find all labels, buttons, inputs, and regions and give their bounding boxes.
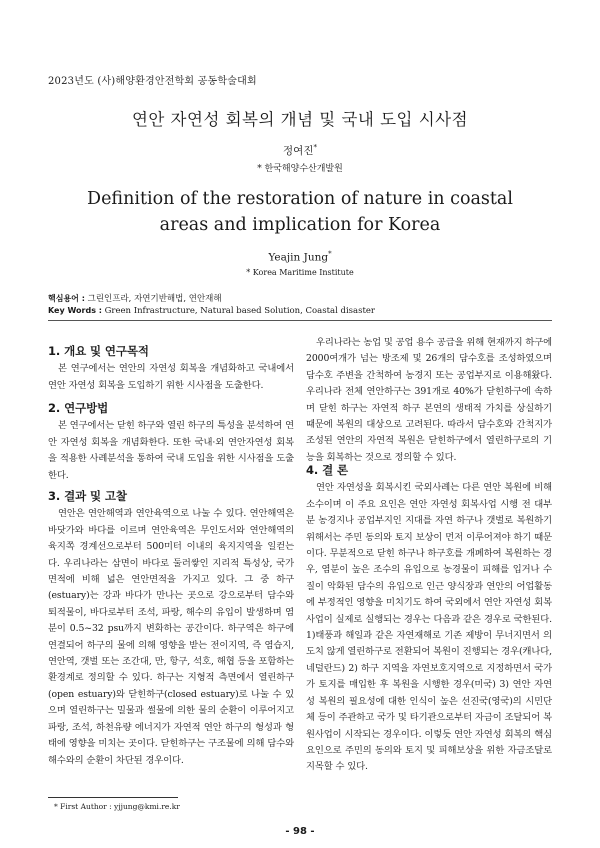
section-2 — [48, 400, 294, 484]
paper-title-english: Definition of the restoration of nature in coastal areas and implication for Korea — [87, 189, 513, 235]
affiliation-english: * Korea Maritime Institute — [246, 268, 354, 277]
section-4-paragraph: 연안 자연성을 회복시킨 국외사례는 다른 연안 복원에 비해 소수이며 이 주요 요인은 연안 자연성 회복사업 시행 전 대부분 농경지나 공업부지인 지대를 자연 하구나 갯벌로 복원하기 위해서는 주민 동의와 토지 보상이 먼저 이루어져야 하기 때문이다. 무분적으로 닫힌 하구나 하구호를 개폐하여 복원하는 경우, 염분이 높은 조수의 유입으로 농경물이 피해를 입거나 수질이 악화된 담수의 유입으로 인근 양식장과 연안의 어업활동에 부정적인 영향을 미치기도 하여 국외에서 연안 자연성 회복사업이 실제로 실행되는 경우는 다음과 같은 경우로 국한된다. 1)태풍과 해일과 같은 자연재해로 기존 제방이 무너지면서 의도치 않게 열린하구로 전환되어 복원이 진행되는 경우(캐나다, 네덜란드) 2) 하구 지역을 자연보호지역으로 지정하면서 국가가 토지를 매입한 후 복원을 시행한 경우(미국) 3) 연안 자연성 복원의 필요성에 대한 인식이 높은 선진국(영국)의 시민단체 등이 주관하고 국가 및 타기관으로부터 자금이 조달되어 복원사업이 시작되는 경우이다. 이렇듯 연안 자연성 회복의 핵심요인으로 주민의 동의와 토지 및 피해보상을 위한 자금조달로 지목할 수 있다. — [306, 482, 552, 773]
footnote: * First Author : yjjung@kmi.re.kr — [54, 802, 180, 811]
conference-header: 2023년도 (사)해양환경안전학회 공동학술대회 — [48, 76, 257, 87]
section-2-paragraph: 본 연구에서는 닫힌 하구와 열린 하구의 특성을 분석하여 연안 자연성 회복을 개념화한다. 또한 국내·외 연안자연성 회복을 적용한 사례분석을 통하여 국내 도입을 위한 시사점을 도출한다. — [48, 420, 294, 481]
author-korean: 정여진* — [283, 143, 317, 157]
paper-title-korean: 연안 자연성 회복의 개념 및 국내 도입 시사점 — [131, 110, 469, 129]
section-3-continued — [306, 335, 552, 466]
keywords-korean: 핵심용어 : 그린인프라, 자연기반해법, 연안재해 — [48, 294, 222, 304]
section-1 — [48, 343, 294, 394]
section-4-heading: 4. 결 론 — [306, 463, 348, 477]
footnote-divider — [48, 797, 178, 798]
divider — [48, 320, 552, 321]
section-3-continued-paragraph: 우리나라는 농업 및 공업 용수 공급을 위해 현재까지 하구에 2000여개가 넘는 방조제 및 26개의 담수호를 조성하였으며 담수호 주변을 간척하여 농경지 또는 공업부지로 이용해왔다. 우리나라 전체 연안하구는 391개로 40%가 닫힌하구에 속하며 닫힌 하구는 자연적 하구 본연의 생태적 가치를 상실하기 때문에 복원의 대상으로 고려된다. 따라서 담수호와 간척지가 조성된 연안의 자연적 복원은 닫힌하구에서 열린하구로의 기능을 회복하는 것으로 정의할 수 있다. — [306, 337, 552, 463]
section-2-heading: 2. 연구방법 — [48, 401, 109, 415]
affiliation-korean: * 한국해양수산개발원 — [257, 164, 343, 174]
author-english: Yeajin Jung* — [268, 250, 332, 264]
section-1-paragraph: 본 연구에서는 연안의 자연성 회복을 개념화하고 국내에서 연안 자연성 회복을 도입하기 위한 시사점을 도출한다. — [48, 363, 294, 391]
page-number: - 98 - — [285, 826, 315, 837]
section-3 — [48, 488, 294, 769]
section-3-paragraph: 연안은 연안해역과 연안육역으로 나눌 수 있다. 연안해역은 바닷가와 바다를 이르며 연안육역은 무인도서와 연안해역의 육지쪽 경계선으로부터 500미터 이내의 육지지역을 일컫는다. 우리나라는 삼면이 바다로 둘러쌓인 지리적 특성상, 국가면적에 비해 넓은 연안면적을 가지고 있다. 그 중 하구(estuary)는 강과 바다가 만나는 곳으로 강으로부터 담수와 퇴적물이, 바다로부터 조석, 파랑, 해수의 유입이 발생하며 염분이 0.5~32 psu까지 변화하는 공간이다. 하구역은 하구에 연결되어 하구의 물에 의해 영향을 받는 전이지역, 즉 염습지, 연안역, 갯벌 또는 조간대, 만, 항구, 석호, 해협 등을 포함하는 환경계로 정의할 수 있다. 하구는 지형적 측면에서 열린하구(open estuary)와 닫힌하구(closed estuary)로 나눌 수 있으며 열린하구는 밀물과 썰물에 의한 물의 순환이 이루어지고 파랑, 조석, 하천유량 에너지가 자연적 연안 하구의 형성과 형태에 영향을 미치는 곳이다. 닫힌하구는 구조물에 의해 담수와 해수와의 순환이 차단된 경우이다. — [48, 508, 294, 766]
keywords-english: Key Words : Green Infrastructure, Natural based Solution, Coastal disaster — [48, 306, 375, 316]
section-3-heading: 3. 결과 및 고찰 — [48, 489, 127, 503]
section-1-heading: 1. 개요 및 연구목적 — [48, 344, 149, 358]
section-4 — [306, 462, 552, 776]
